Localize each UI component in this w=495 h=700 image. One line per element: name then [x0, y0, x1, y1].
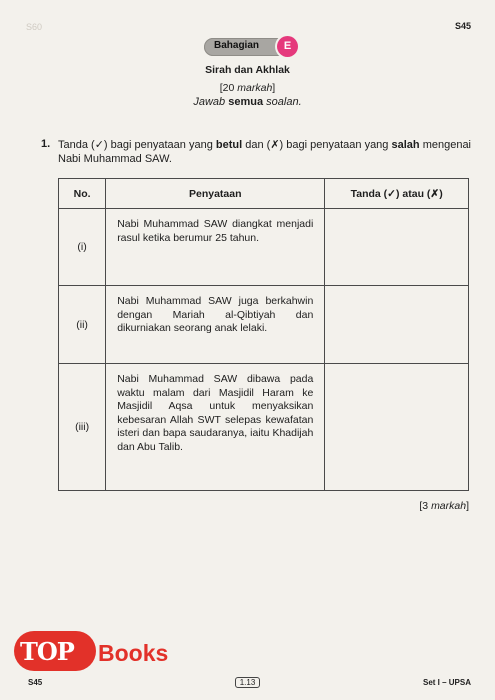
header-no: No.: [59, 179, 106, 209]
section-badge-label: Bahagian: [214, 40, 260, 51]
row-answer-cell[interactable]: [325, 286, 469, 364]
section-badge: [204, 38, 296, 56]
question-marks: [3 markah]: [419, 500, 469, 512]
row-number: (ii): [59, 286, 106, 364]
table-row: [59, 364, 469, 491]
total-marks: [20 markah]: [219, 82, 276, 94]
logo-top-badge: [14, 631, 96, 671]
bleed-through: S60: [26, 22, 43, 32]
page-code: S45: [454, 21, 471, 31]
header-mark: Tanda (✓) atau (✗): [325, 179, 469, 209]
footer-set: Set I – UPSA: [422, 678, 471, 687]
row-answer-cell[interactable]: [325, 364, 469, 491]
question-number: 1.: [41, 138, 51, 150]
table-row: [59, 286, 469, 364]
answer-table: [58, 178, 469, 491]
logo-top-text: TOP: [20, 637, 74, 666]
header-statement: Penyataan: [106, 179, 325, 209]
topbooks-logo: [14, 631, 194, 671]
row-answer-cell[interactable]: [325, 209, 469, 286]
footer-code: S45: [28, 678, 43, 687]
question-text: Tanda (✓) bagi penyataan yang betul dan (✗) bagi penyataan yang salah mengenai Nabi Muhammad SAW.: [58, 139, 472, 165]
row-statement: Nabi Muhammad SAW juga berkahwin dengan Mariah al-Qibtiyah dan dikurniakan seorang anak lelaki.: [106, 286, 325, 364]
row-statement: Nabi Muhammad SAW diangkat menjadi rasul ketika berumur 25 tahun.: [106, 209, 325, 286]
row-statement: Nabi Muhammad SAW dibawa pada waktu malam dari Masjidil Haram ke Masjidil Aqsa untuk menyaksikan kebesaran Allah SWT selepas kewafatan isteri dan bapa saudaranya, iaitu Khadijah dan Abu Talib.: [106, 364, 325, 491]
footer-page-number: [0, 678, 495, 687]
table-header-row: [59, 179, 469, 209]
section-title: Sirah dan Akhlak: [205, 64, 290, 76]
row-number: (i): [59, 209, 106, 286]
logo-books-text: Books: [98, 640, 169, 666]
instruction: Jawab semua soalan.: [193, 96, 302, 108]
row-number: (iii): [59, 364, 106, 491]
section-letter-icon: E: [277, 36, 298, 57]
table-row: [59, 209, 469, 286]
page-number: 1.13: [235, 677, 261, 688]
